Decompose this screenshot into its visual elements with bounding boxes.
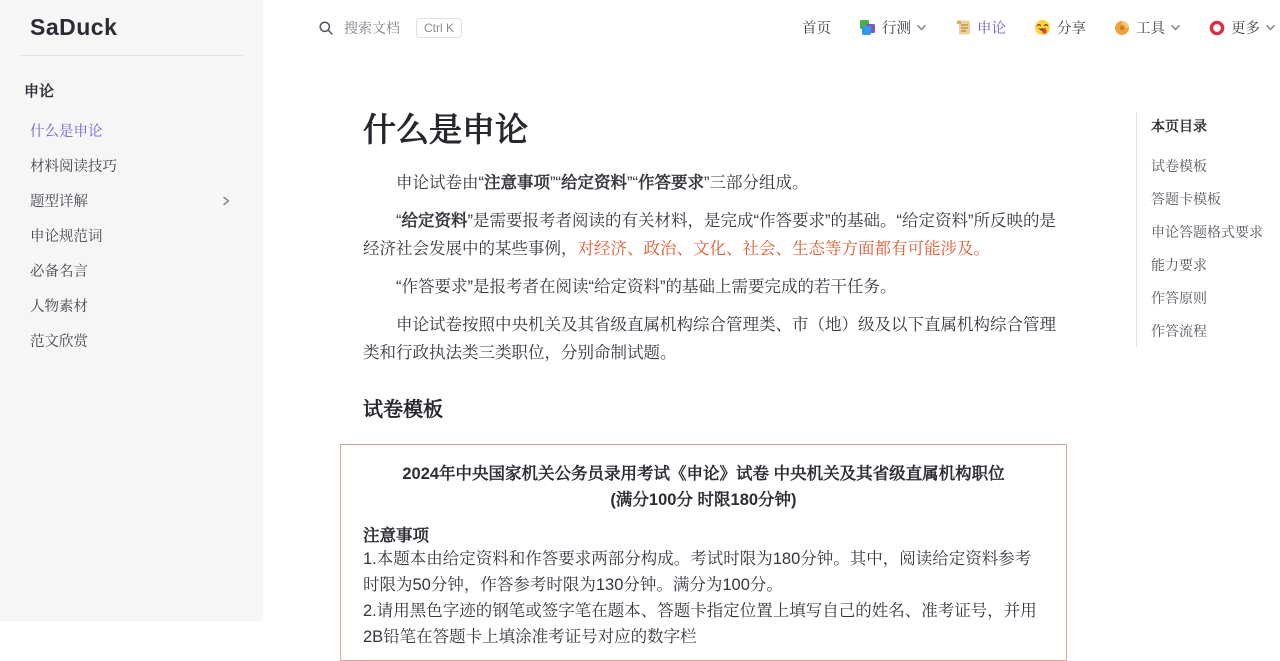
toc-item-answer-principles[interactable]: 作答原则 bbox=[1151, 281, 1280, 314]
doc-article bbox=[363, 55, 1066, 661]
chevron-down-icon bbox=[916, 22, 927, 33]
red-ring-icon bbox=[1209, 20, 1225, 36]
doc-paragraph-2: “给定资料”是需要报考者阅读的有关材料，是完成“作答要求”的基础。“给定资料”所反映的是经济社会发展中的某些事例，对经济、政治、文化、社会、生态等方面都有可能涉及。 bbox=[363, 207, 1066, 263]
sidebar-item-people-material[interactable] bbox=[24, 288, 239, 323]
toc-item-paper-template[interactable]: 试卷模板 bbox=[1151, 149, 1280, 182]
search-placeholder: 搜索文档 bbox=[344, 18, 400, 38]
sidebar-item-label: 题型详解 bbox=[30, 190, 88, 211]
sidebar-item-material-reading[interactable] bbox=[24, 148, 239, 183]
sidebar-item-sample-essays[interactable] bbox=[24, 323, 239, 358]
paper-notice-item-1: 1.本题本由给定资料和作答要求两部分构成。考试时限为180分钟。其中，阅读给定资料参考时限为50分钟，作答参考时限为130分钟。满分为100分。 bbox=[363, 546, 1044, 598]
sidebar-item-label: 必备名言 bbox=[30, 260, 88, 281]
layers-squares-icon bbox=[859, 19, 876, 36]
chevron-down-icon bbox=[1265, 22, 1276, 33]
paper-title-line2: (满分100分 时限180分钟) bbox=[363, 487, 1044, 513]
nav-item-shenlun[interactable] bbox=[955, 17, 1006, 38]
toc-item-ability-requirements[interactable]: 能力要求 bbox=[1151, 248, 1280, 281]
sidebar-item-label: 申论规范词 bbox=[30, 225, 103, 246]
sidebar bbox=[0, 0, 263, 621]
sidebar-section-title: 申论 bbox=[24, 80, 239, 101]
nav-item-xingce[interactable] bbox=[859, 17, 927, 38]
sidebar-item-label: 什么是申论 bbox=[30, 120, 103, 141]
doc-paragraph-1: 申论试卷由“注意事项”“给定资料”“作答要求”三部分组成。 bbox=[363, 169, 1066, 197]
section-heading-paper-template: 试卷模板 bbox=[363, 393, 1066, 422]
sidebar-item-label: 材料阅读技巧 bbox=[30, 155, 117, 176]
paper-notice-heading: 注意事项 bbox=[363, 522, 1044, 546]
search-shortcut-key: Ctrl K bbox=[416, 18, 462, 38]
top-nav bbox=[802, 17, 1276, 38]
doc-paragraph-3: “作答要求”是报考者在阅读“给定资料”的基础上需要完成的若干任务。 bbox=[363, 273, 1066, 301]
paper-notice-item-2: 2.请用黑色字迹的钢笔或签字笔在题本、答题卡指定位置上填写自己的姓名、准考证号，并用2B铅笔在答题卡上填涂准考证号对应的数字栏 bbox=[363, 598, 1044, 650]
yum-face-icon bbox=[1034, 19, 1051, 36]
sidebar-item-famous-quotes[interactable] bbox=[24, 253, 239, 288]
page-toc bbox=[1136, 112, 1280, 347]
paper-title-line1: 2024年中央国家机关公务员录用考试《申论》试卷 中央机关及其省级直属机构职位 bbox=[363, 461, 1044, 487]
chevron-down-icon bbox=[1170, 22, 1181, 33]
toc-title: 本页目录 bbox=[1151, 116, 1280, 136]
sidebar-item-label: 范文欣赏 bbox=[30, 330, 88, 351]
nav-item-share[interactable] bbox=[1034, 17, 1086, 38]
sidebar-nav bbox=[0, 56, 263, 358]
nav-shenlun-label: 申论 bbox=[977, 17, 1006, 38]
sidebar-item-label: 人物素材 bbox=[30, 295, 88, 316]
exam-paper-template-box bbox=[340, 444, 1067, 661]
toc-item-answer-process[interactable]: 作答流程 bbox=[1151, 314, 1280, 347]
sidebar-item-what-is-shenlun[interactable] bbox=[24, 113, 239, 148]
toc-item-answer-format[interactable]: 申论答题格式要求 bbox=[1151, 215, 1280, 248]
nav-tools-label: 工具 bbox=[1136, 17, 1165, 38]
top-header bbox=[263, 0, 1280, 55]
toc-item-answer-sheet-template[interactable]: 答题卡模板 bbox=[1151, 182, 1280, 215]
sidebar-item-question-types[interactable] bbox=[24, 183, 239, 218]
doc-paragraph-4: 申论试卷按照中央机关及其省级直属机构综合管理类、市（地）级及以下直属机构综合管理类和行政执法类三类职位，分别命制试题。 bbox=[363, 311, 1066, 367]
nav-xingce-label: 行测 bbox=[882, 17, 911, 38]
nav-item-tools[interactable] bbox=[1114, 17, 1181, 38]
chevron-right-icon bbox=[221, 196, 231, 206]
highlighted-text: 对经济、政治、文化、社会、生态等方面都有可能涉及。 bbox=[578, 240, 991, 258]
nav-more-label: 更多 bbox=[1231, 17, 1260, 38]
nav-share-label: 分享 bbox=[1057, 17, 1086, 38]
main-content bbox=[263, 55, 1280, 621]
site-logo[interactable]: SaDuck bbox=[0, 0, 263, 55]
sidebar-item-standard-words[interactable] bbox=[24, 218, 239, 253]
orange-circle-icon bbox=[1114, 20, 1130, 36]
search-box[interactable] bbox=[318, 18, 462, 38]
search-icon bbox=[318, 20, 334, 36]
nav-item-home[interactable] bbox=[802, 17, 831, 38]
page-title: 什么是申论 bbox=[363, 112, 1066, 148]
nav-home-label: 首页 bbox=[802, 17, 831, 38]
scroll-icon bbox=[955, 19, 971, 36]
nav-item-more[interactable] bbox=[1209, 17, 1276, 38]
